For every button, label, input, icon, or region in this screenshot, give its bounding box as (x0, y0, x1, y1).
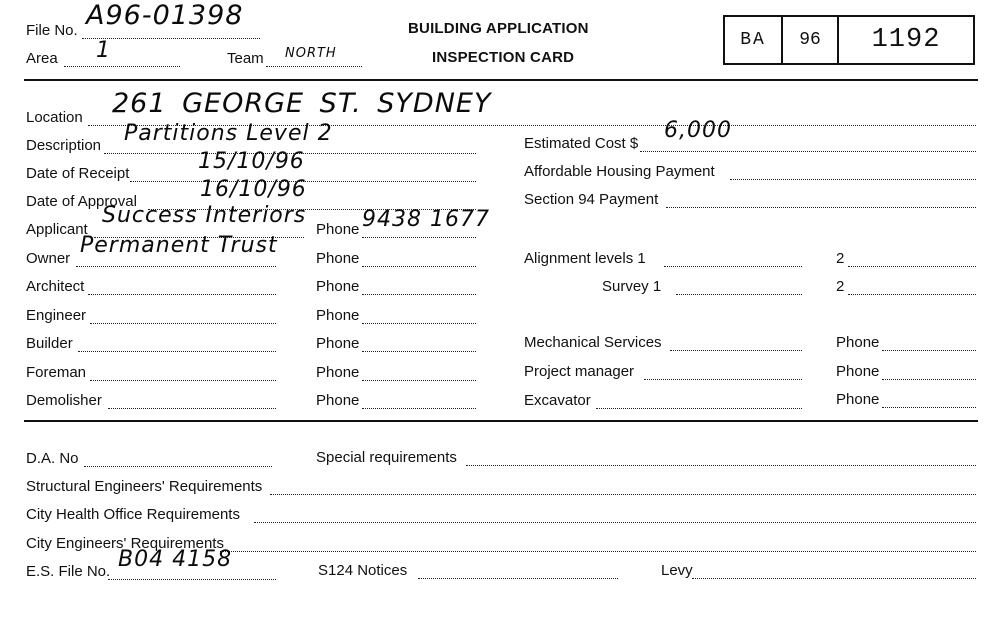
location-value: 261 GEORGE ST. SYDNEY (112, 88, 492, 119)
special-line (466, 465, 976, 466)
ba-prefix: BA (725, 17, 783, 63)
team-label: Team (227, 50, 264, 67)
affordable-label: Affordable Housing Payment (524, 163, 715, 180)
owner-phone-label: Phone (316, 250, 360, 267)
health-label: City Health Office Requirements (26, 506, 240, 523)
architect-phone-label: Phone (316, 278, 360, 295)
team-value: NORTH (285, 46, 337, 61)
s124-label: S124 Notices (318, 562, 408, 579)
architect-phone-line (362, 294, 476, 295)
da-label: D.A. No (26, 450, 79, 467)
health-line (254, 522, 976, 523)
ba-number: 1192 (871, 25, 941, 55)
levy-line (692, 578, 976, 579)
receipt-value: 15/10/96 (198, 149, 305, 174)
owner-line (76, 266, 276, 267)
applicant-phone-value: 9438 1677 (362, 207, 490, 232)
title-line1: BUILDING APPLICATION (408, 20, 589, 37)
foreman-phone-line (362, 380, 476, 381)
engineer-phone-line (362, 323, 476, 324)
excavator-phone-line (882, 407, 976, 408)
da-line (84, 466, 272, 467)
mech-label: Mechanical Services (524, 334, 662, 351)
alignment-1-line (664, 266, 802, 267)
structural-label: Structural Engineers' Requirements (26, 478, 263, 495)
area-label: Area (26, 50, 58, 67)
est-cost-label: Estimated Cost $ (524, 135, 639, 152)
excavator-phone-label: Phone (836, 391, 880, 408)
pm-phone-line (882, 379, 976, 380)
area-value: 1 (96, 38, 111, 63)
ba-year: 96 (783, 17, 839, 63)
alignment-2-line (848, 266, 976, 267)
file-no-label: File No. (26, 22, 78, 39)
demolisher-phone-line (362, 408, 476, 409)
owner-phone-line (362, 266, 476, 267)
special-label: Special requirements (316, 449, 457, 466)
survey-2-label: 2 (836, 278, 845, 295)
mech-line (670, 350, 802, 351)
s124-line (418, 578, 618, 579)
file-no-value: A96-01398 (86, 0, 244, 31)
architect-label: Architect (26, 278, 85, 295)
survey-2-line (848, 294, 976, 295)
section94-label: Section 94 Payment (524, 191, 659, 208)
location-label: Location (26, 109, 83, 126)
architect-line (88, 294, 276, 295)
city-eng-line (220, 551, 976, 552)
title-line2: INSPECTION CARD (432, 49, 575, 66)
engineer-phone-label: Phone (316, 307, 360, 324)
applicant-phone-line (362, 237, 476, 238)
owner-label: Owner (26, 250, 71, 267)
area-line (64, 66, 180, 67)
middle-rule (24, 420, 978, 422)
builder-phone-label: Phone (316, 335, 360, 352)
pm-label: Project manager (524, 363, 635, 380)
structural-line (270, 494, 976, 495)
pm-line (644, 379, 802, 380)
foreman-phone-label: Phone (316, 364, 360, 381)
applicant-value: Success Interiors (102, 203, 307, 228)
city-eng-label: City Engineers' Requirements (26, 535, 224, 552)
affordable-line (730, 179, 976, 180)
excavator-line (596, 408, 802, 409)
alignment-2-label: 2 (836, 250, 845, 267)
es-line (108, 579, 276, 580)
engineer-line (90, 323, 276, 324)
description-label: Description (26, 137, 102, 154)
foreman-line (90, 380, 276, 381)
alignment-label: Alignment levels 1 (524, 250, 646, 267)
survey-1-line (676, 294, 802, 295)
mech-phone-line (882, 350, 976, 351)
applicant-label: Applicant (26, 221, 88, 238)
approval-value: 16/10/96 (200, 177, 307, 202)
demolisher-phone-label: Phone (316, 392, 360, 409)
builder-phone-line (362, 351, 476, 352)
receipt-label: Date of Receipt (26, 165, 130, 182)
builder-line (78, 351, 276, 352)
ba-number-box (723, 15, 975, 65)
foreman-label: Foreman (26, 364, 87, 381)
section94-line (666, 207, 976, 208)
es-value: B04 4158 (118, 547, 233, 572)
levy-label: Levy (661, 562, 693, 579)
demolisher-label: Demolisher (26, 392, 102, 409)
est-cost-line (640, 151, 976, 152)
header-rule (24, 79, 978, 81)
es-label: E.S. File No. (26, 563, 111, 580)
excavator-label: Excavator (524, 392, 591, 409)
applicant-phone-label: Phone (316, 221, 360, 238)
survey-label: Survey 1 (602, 278, 662, 295)
mech-phone-label: Phone (836, 334, 880, 351)
description-value: Partitions Level 2 (124, 121, 333, 146)
demolisher-line (108, 408, 276, 409)
owner-value: Permanent Trust (80, 233, 278, 258)
approval-label: Date of Approval (26, 193, 137, 210)
builder-label: Builder (26, 335, 73, 352)
pm-phone-label: Phone (836, 363, 880, 380)
engineer-label: Engineer (26, 307, 87, 324)
est-cost-value: 6,000 (664, 118, 732, 143)
team-line (266, 66, 362, 67)
